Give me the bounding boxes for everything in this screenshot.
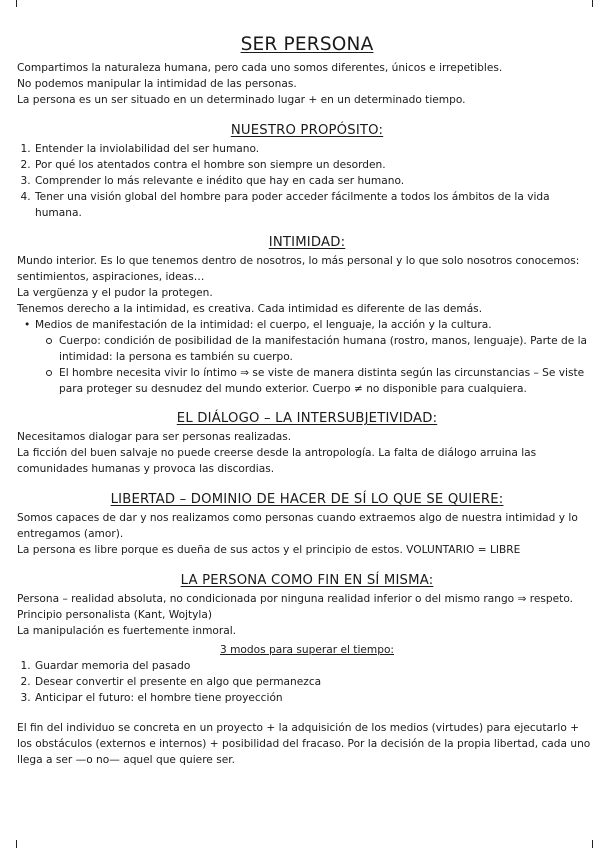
bullet-text: Medios de manifestación de la intimidad: el cuerpo, el lenguaje, la acción y la cultura. <box>35 319 492 331</box>
crop-mark-top-right <box>592 0 593 7</box>
bullet-list <box>17 317 597 397</box>
section-heading-proposito: NUESTRO PROPÓSITO: <box>230 123 384 138</box>
intimidad-section <box>17 235 597 397</box>
proposito-section <box>17 123 597 221</box>
bullet-item <box>35 317 597 397</box>
crop-mark-bottom-right <box>592 840 593 848</box>
section-heading-dialogo: EL DIÁLOGO – LA INTERSUBJETIVIDAD: <box>176 411 438 426</box>
intro-line: Compartimos la naturaleza humana, pero cada uno somos diferentes, únicos e irrepetibles. <box>17 62 503 74</box>
paragraph: La ficción del buen salvaje no puede creerse desde la antropología. La falta de diálogo arruina las comunidades humanas y provoca las discordias. <box>17 447 537 475</box>
section-heading-intimidad: INTIMIDAD: <box>268 235 346 250</box>
paragraph: Necesitamos dialogar para ser personas realizadas. <box>17 431 292 443</box>
paragraph: Persona – realidad absoluta, no condicionada por ninguna realidad inferior o del mismo rango ⇒ respeto. Principio personalista (Kant, Wojtyla) <box>17 593 573 621</box>
libertad-section <box>17 492 597 558</box>
intro-line: No podemos manipular la intimidad de las personas. <box>17 78 297 90</box>
page-title: SER PERSONA <box>240 34 374 55</box>
crop-mark-top-left <box>16 0 17 7</box>
list-item: 3. Comprender lo más relevante e inédito que hay en cada ser humano. <box>34 173 597 189</box>
paragraph: La vergüenza y el pudor la protegen. <box>17 287 213 299</box>
paragraph: Tenemos derecho a la intimidad, es creativa. Cada intimidad es diferente de las demás. <box>17 303 483 315</box>
intro-section <box>17 60 597 108</box>
crop-mark-bottom-left <box>16 840 17 848</box>
list-item: 2. Por qué los atentados contra el hombre son siempre un desorden. <box>34 157 597 173</box>
paragraph: La persona es libre porque es dueña de sus actos y el principio de estos. VOLUNTARIO = LIBRE <box>17 544 521 556</box>
intro-line: La persona es un ser situado en un determinado lugar + en un determinado tiempo. <box>17 94 466 106</box>
modos-heading: 3 modos para superar el tiempo: <box>219 644 395 656</box>
paragraph: Somos capaces de dar y nos realizamos como personas cuando extraemos algo de nuestra intimidad y lo entregamos (amor). <box>17 512 578 540</box>
section-heading-libertad: LIBERTAD – DOMINIO DE HACER DE SÍ LO QUE SE QUIERE: <box>110 492 504 507</box>
list-item: 2. Desear convertir el presente en algo que permanezca <box>34 674 597 690</box>
sub-bullet-item: Cuerpo: condición de posibilidad de la manifestación humana (rostro, manos, lenguaje). Parte de la intimidad: la persona es también su cuerpo. <box>59 333 597 365</box>
sub-bullet-list <box>35 333 597 397</box>
document-page <box>17 34 597 768</box>
list-item: 3. Anticipar el futuro: el hombre tiene proyección <box>34 690 597 706</box>
list-item: 1. Guardar memoria del pasado <box>34 658 597 674</box>
paragraph: Mundo interior. Es lo que tenemos dentro de nosotros, lo más personal y lo que solo nosotros conocemos: sentimientos, aspiraciones, ideas… <box>17 255 580 283</box>
dialogo-section <box>17 411 597 477</box>
list-item: 1. Entender la inviolabilidad del ser humano. <box>34 141 597 157</box>
closing-paragraph: El fin del individuo se concreta en un proyecto + la adquisición de los medios (virtudes) para ejecutarlo + los obstáculos (externos e internos) + posibilidad del fracaso. Por la decisión de la propia libertad, cada uno llega a ser —o no— aquel que quiere ser. <box>17 722 591 766</box>
list-item: 4. Tener una visión global del hombre para poder acceder fácilmente a todos los ámbitos de la vida humana. <box>34 189 597 221</box>
sub-bullet-item: El hombre necesita vivir lo íntimo ⇒ se viste de manera distinta según las circunstancias – Se viste para proteger su desnudez del mundo exterior. Cuerpo ≠ no disponible para cualquiera. <box>59 365 597 397</box>
fin-section <box>17 573 597 768</box>
proposito-list <box>17 141 597 221</box>
section-heading-fin: LA PERSONA COMO FIN EN SÍ MISMA: <box>180 573 434 588</box>
modos-list <box>17 658 597 706</box>
paragraph: La manipulación es fuertemente inmoral. <box>17 625 237 637</box>
